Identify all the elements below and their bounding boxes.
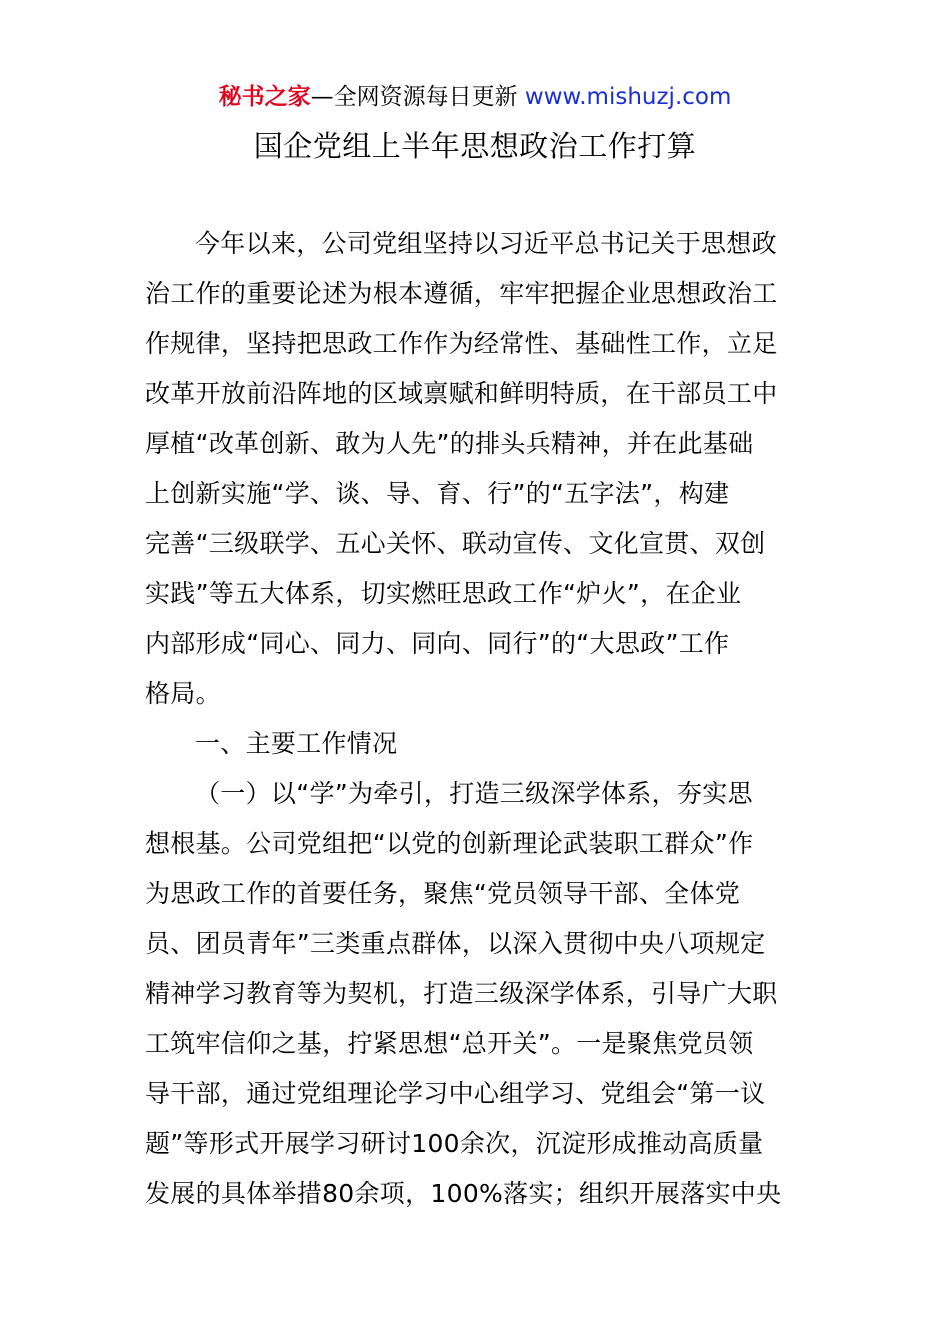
body-line: 精神学习教育等为契机，打造三级深学体系，引导广大职: [145, 979, 778, 1008]
section-heading: 一、主要工作情况: [195, 729, 398, 758]
body-line: 完善“三级联学、五心关怀、联动宣传、文化宣贯、双创: [145, 529, 766, 558]
body-line: 为思政工作的首要任务，聚焦“党员领导干部、全体党: [145, 879, 741, 908]
body-line: 题”等形式开展学习研讨100余次，沉淀形成推动高质量: [145, 1129, 764, 1158]
body-line: 今年以来，公司党组坚持以习近平总书记关于思想政: [195, 229, 777, 258]
body-line: 内部形成“同心、同力、同向、同行”的“大思政”工作: [145, 629, 730, 658]
body-line: 工筑牢信仰之基，拧紧思想“总开关”。一是聚焦党员领: [145, 1029, 754, 1058]
body-line: 实践”等五大体系，切实燃旺思政工作“炉火”，在企业: [145, 579, 742, 608]
body-line: （一）以“学”为牵引，打造三级深学体系，夯实思: [195, 779, 753, 808]
site-header: [0, 82, 950, 112]
site-brand[interactable]: 秘书之家: [218, 84, 311, 110]
body-line: 改革开放前沿阵地的区域禀赋和鲜明特质，在干部员工中: [145, 379, 778, 408]
body-line: 想根基。公司党组把“以党的创新理论武装职工群众”作: [145, 829, 754, 858]
site-url-link[interactable]: www.mishuzj.com: [524, 84, 732, 110]
body-line: 作规律，坚持把思政工作作为经常性、基础性工作，立足: [145, 329, 778, 358]
body-line: 格局。: [145, 679, 221, 708]
site-tagline: —全网资源每日更新: [310, 84, 525, 110]
body-line: 上创新实施“学、谈、导、育、行”的“五字法”，构建: [145, 479, 730, 508]
body-line: 发展的具体举措80余项，100%落实；组织开展落实中央: [145, 1179, 782, 1208]
document-title: 国企党组上半年思想政治工作打算: [253, 129, 697, 163]
body-line: 治工作的重要论述为根本遵循，牢牢把握企业思想政治工: [145, 279, 778, 308]
body-line: 导干部，通过党组理论学习中心组学习、党组会“第一议: [145, 1079, 766, 1108]
body-line: 厚植“改革创新、敢为人先”的排头兵精神，并在此基础: [145, 429, 754, 458]
body-line: 员、团员青年”三类重点群体，以深入贯彻中央八项规定: [145, 929, 766, 958]
